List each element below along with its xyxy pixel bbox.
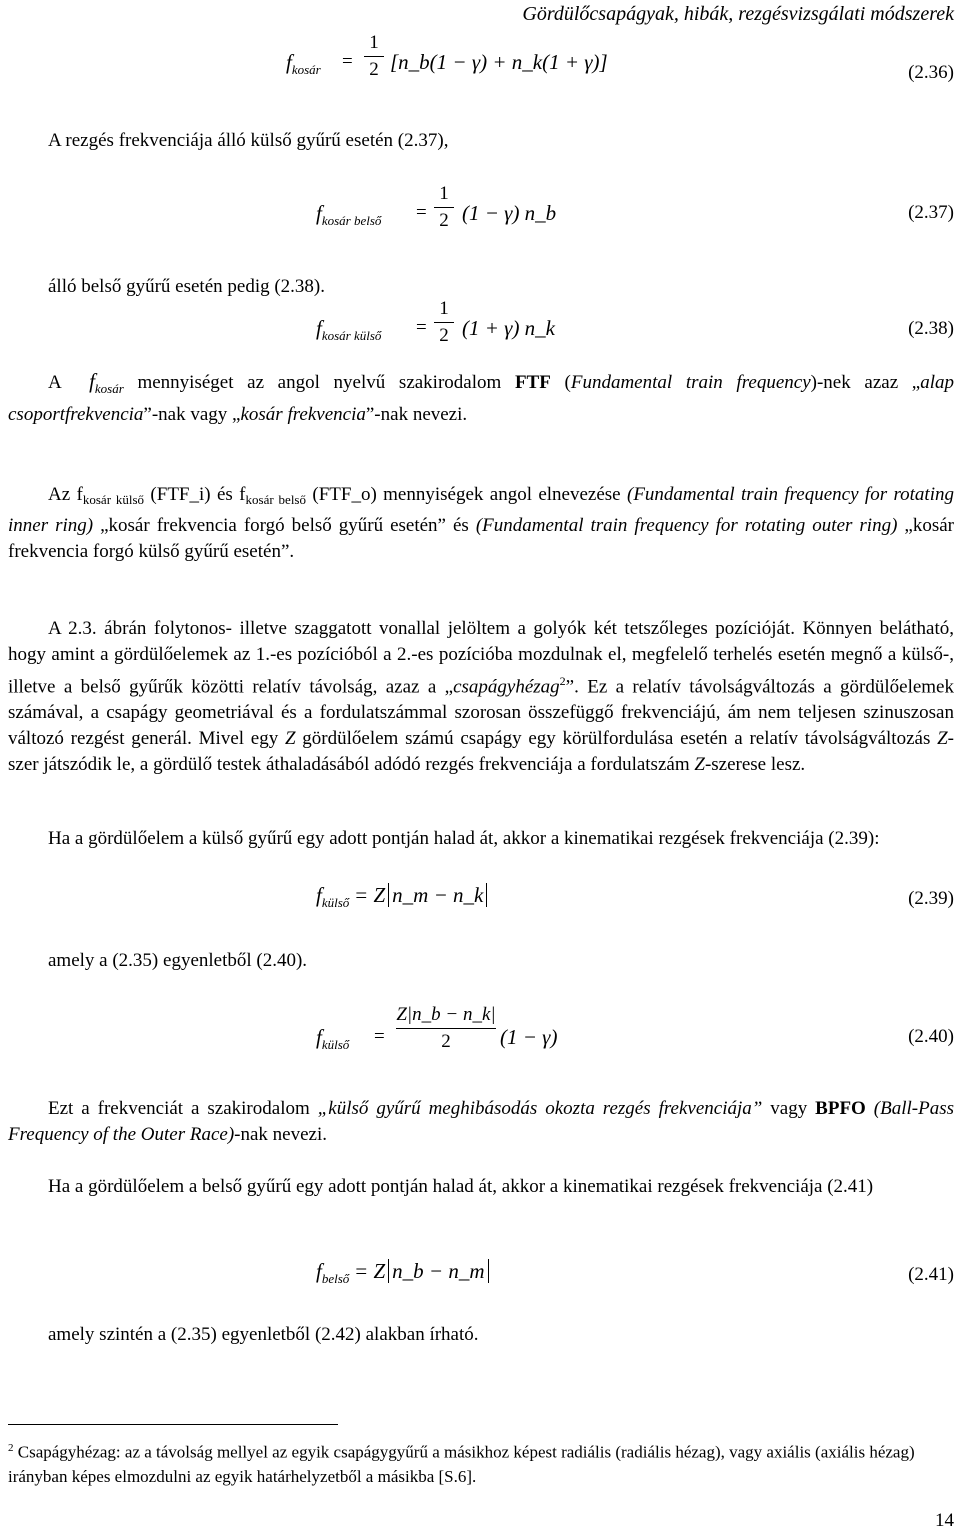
paragraph-ftf-names: Az $f_{kosár külső}$ (FTF_i) és $f_{kosár belső}$ (FTF_o) mennyiségek angol elnevezése (Fundamental train frequency for rotating inner ring) „kosár frekvencia forgó belső gyűrű esetén” és (Fundamental train frequency for rotating outer ring) „kosár frekvencia forgó külső gyűrű esetén”. xyxy=(8,484,955,562)
footnote: $^2$ Csapágyhézag: az a távolság mellyel az egyik csapágygyűrű a másikhoz képest radiális (radiális hézag), vagy axiális (axiális hézag) irányban képes elmozdulni az egyik határhelyzetből a másikba [S.6]. xyxy=(8,1442,915,1486)
paragraph-bearing-clearance: A 2.3. ábrán folytonos- illetve szaggatott vonallal jelöltem a golyók két tetszőleges pozícióját. Könnyen belátható, hogy amint a gördülőelemek az 1.-es pozícióból a 2.-es pozícióba mozdulnak el, megfelelő terhelés esetén megnő a külső-, illetve a belső gyűrűk közötti relatív távolság, azaz a „csapágyhézag$^2$”. Ez a relatív távolságváltozás a gördülőelemek számával, a csapágy geometriával és a fordulatszámmal szorosan összefüggő frekvenciájú, ám nem teljesen szinuszosan változó rezgést generál. Mivel egy Z gördülőelem számú csapágy egy körülfordulása esetén a relatív távolságváltozás Z-szer játszódik le, a gördülő testek áthaladásából adódó rezgés frekvenciája a fordulatszám Z-szerese lesz. xyxy=(8,618,954,776)
equation-number: (2.38) xyxy=(908,318,954,339)
eq-rhs: [n_b(1 − γ) + n_k(1 + γ)] xyxy=(390,50,608,74)
text-line: amely szintén a (2.35) egyenletből (2.42) alakban írható. xyxy=(48,1324,479,1345)
text-line: álló belső gyűrű esetén pedig (2.38). xyxy=(48,276,326,297)
text-line: A rezgés frekvenciája álló külső gyűrű esetén (2.37), xyxy=(48,130,449,151)
paragraph-outer-ring: Ha a gördülőelem a külső gyűrű egy adott pontján halad át, akkor a kinematikai rezgések frekvenciája (2.39): xyxy=(48,828,880,849)
running-header: Gördülőcsapágyak, hibák, rezgésvizsgálati módszerek xyxy=(522,3,954,25)
equation-number: (2.37) xyxy=(908,202,954,223)
equation-2-39: $f_{külső} = Z$ n_m − n_k xyxy=(316,882,490,912)
equation-2-40: $f_{külső}$ = Z|n_b − n_k| 2 (1 − γ) xyxy=(316,1004,558,1052)
paragraph-inner-ring: Ha a gördülőelem a belső gyűrű egy adott pontján halad át, akkor a kinematikai rezgések frekvenciája (2.41) xyxy=(48,1176,874,1197)
equation-number: (2.41) xyxy=(908,1264,954,1285)
equation-number: (2.40) xyxy=(908,1026,954,1047)
paragraph-ftf: A $f_{kosár}$ mennyiséget az angol nyelvű szakirodalom FTF (Fundamental train frequency)-nek azaz „alap csoportfrekvencia”-nak vagy „kosár frekvencia”-nak nevezi. xyxy=(8,369,954,425)
equation-2-36: $f_{kosár}$ = 1 2 [n_b(1 − γ) + n_k(1 + γ)] xyxy=(286,32,846,92)
footnote-rule xyxy=(8,1424,338,1425)
equation-number: (2.39) xyxy=(908,888,954,909)
equation-2-38: $f_{kosár külső}$ = 1 2 (1 + γ) n_k xyxy=(316,298,556,346)
eq-lhs: $f_{kosár}$ xyxy=(286,50,321,77)
equation-2-41: $f_{belső} = Z$ n_b − n_m xyxy=(316,1258,492,1288)
eq-fraction: 1 2 xyxy=(364,32,384,81)
paragraph-bpfo: Ezt a frekvenciát a szakirodalom „külső gyűrű meghibásodás okozta rezgés frekvenciája” vagy BPFO (Ball-Pass Frequency of the Outer Race)-nak nevezi. xyxy=(8,1098,955,1145)
page-number: 14 xyxy=(935,1510,954,1531)
equation-2-37: $f_{kosár belső}$ = 1 2 (1 − γ) n_b xyxy=(316,183,557,231)
equation-number: (2.36) xyxy=(908,62,954,83)
text-line: amely a (2.35) egyenletből (2.40). xyxy=(48,950,308,971)
